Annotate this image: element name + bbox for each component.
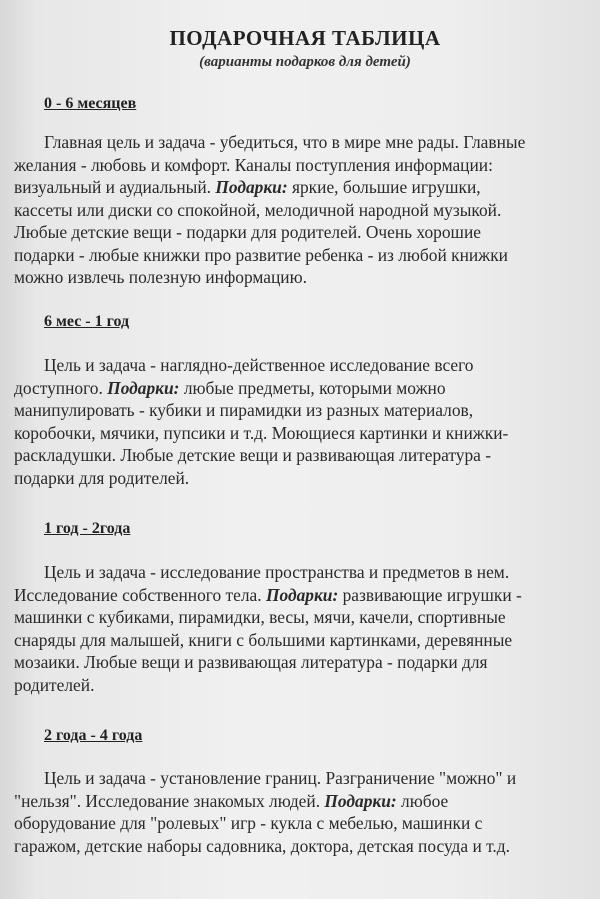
text-line [14, 377, 596, 400]
text-run: мозаики. Любые вещи и развивающая литература - подарки для [14, 652, 488, 672]
text-line [14, 629, 596, 652]
text-run: любое [396, 790, 449, 811]
text-run: Цель и задача - установление границ. Разграничение "можно" и [44, 768, 517, 788]
text-line [14, 767, 596, 790]
text-run: машинки с кубиками, пирамидки, весы, мячи, качели, спортивные [14, 607, 506, 627]
text-line [14, 221, 596, 244]
section-heading-0-6-months: 0 - 6 месяцев [44, 95, 137, 112]
text-run: раскладушки. Любые детские вещи и развивающая литература - [14, 445, 492, 465]
text-line [14, 176, 596, 199]
section-heading-2y-4y: 2 года - 4 года [44, 727, 143, 744]
gifts-label: Подарки: [107, 377, 180, 398]
text-line [14, 467, 596, 490]
text-line [14, 584, 596, 607]
text-run: любые предметы, которыми можно [179, 377, 446, 398]
gifts-label: Подарки: [324, 790, 397, 811]
text-run: Исследование собственного тела. [14, 584, 266, 605]
page-subtitle: (варианты подарков для детей) [199, 54, 411, 70]
text-line [14, 651, 596, 674]
text-line [14, 399, 596, 422]
text-line [14, 444, 596, 467]
section-text-0-6-months [14, 131, 596, 289]
text-run: оборудование для "ролевых" игр - кукла с мебелью, машинки с [14, 813, 483, 833]
text-line [14, 199, 596, 222]
text-run: родителей. [14, 674, 95, 695]
text-run: визуальный и аудиальный. [14, 177, 216, 197]
text-run: подарки - любые книжки про развитие ребенка - из любой книжки [14, 244, 508, 265]
text-run: манипулировать - кубики и пирамидки из разных материалов, [14, 400, 474, 420]
gifts-label: Подарки: [215, 177, 288, 197]
text-line [14, 835, 596, 858]
text-run: развивающие игрушки - [338, 584, 522, 605]
text-line [14, 674, 596, 697]
page-title: ПОДАРОЧНАЯ ТАБЛИЦА [169, 26, 441, 50]
text-run: "нельзя". Исследование знакомых людей. [14, 790, 325, 811]
text-line [14, 131, 596, 154]
text-run: желания - любовь и комфорт. Каналы поступления информации: [14, 154, 493, 175]
text-run: Любые детские вещи - подарки для родителей. Очень хорошие [14, 222, 481, 242]
text-run: Главная цель и задача - убедиться, что в мире мне рады. Главные [44, 132, 526, 152]
text-run: снаряды для малышей, книги с большими картинками, деревянные [14, 629, 513, 650]
section-heading-6m-1y: 6 мес - 1 год [44, 313, 130, 330]
text-line [14, 266, 596, 289]
text-run: гаражом, детские наборы садовника, доктора, детская посуда и т.д. [14, 835, 510, 856]
section-heading-1y-2y: 1 год - 2года [44, 520, 131, 537]
text-line [14, 354, 596, 377]
text-run: доступного. [14, 377, 108, 398]
text-line [14, 244, 596, 267]
text-line [14, 561, 596, 584]
text-run: яркие, большие игрушки, [287, 177, 481, 197]
text-line [14, 154, 596, 177]
text-run: подарки для родителей. [14, 467, 190, 488]
text-run: коробочки, мячики, пупсики и т.д. Моющиеся картинки и книжки- [14, 422, 509, 443]
text-run: можно извлечь полезную информацию. [14, 267, 307, 287]
text-line [14, 812, 596, 835]
text-run: Цель и задача - исследование пространства и предметов в нем. [44, 562, 510, 582]
section-text-6m-1y [14, 354, 596, 489]
section-text-2y-4y [14, 767, 596, 857]
section-text-1y-2y [14, 561, 596, 696]
text-line [14, 606, 596, 629]
text-line [14, 422, 596, 445]
gifts-label: Подарки: [265, 584, 339, 605]
text-run: кассеты или диски со спокойной, мелодичной народной музыкой. [14, 199, 502, 220]
text-line [14, 790, 596, 813]
text-run: Цель и задача - наглядно-действенное исследование всего [44, 355, 474, 375]
